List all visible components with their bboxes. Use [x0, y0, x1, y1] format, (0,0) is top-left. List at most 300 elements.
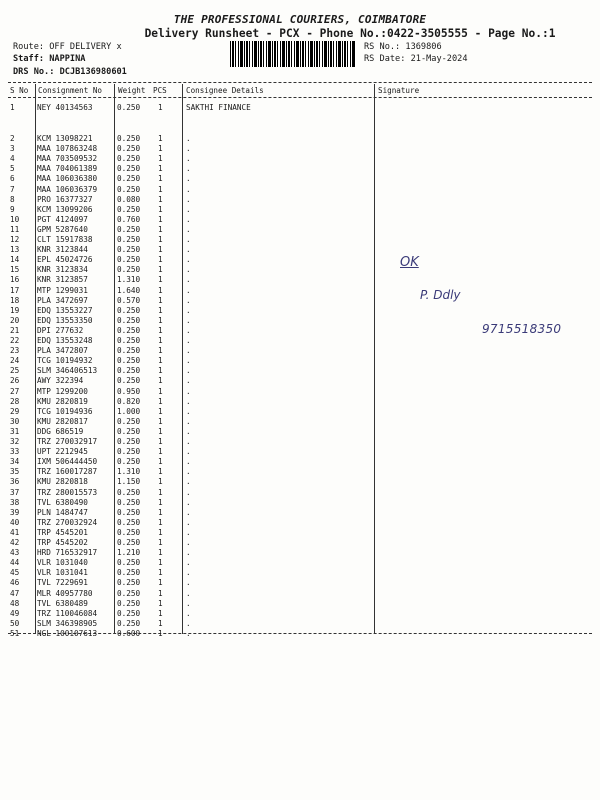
- company-name: THE PROFESSIONAL COURIERS, COIMBATORE: [173, 13, 427, 26]
- row-serial-number: 37: [10, 487, 20, 497]
- table-row: [0, 134, 600, 144]
- row-weight: 0.250: [117, 588, 141, 598]
- row-consignee-details: .: [186, 174, 191, 184]
- row-consignee-details: .: [186, 457, 191, 467]
- table-row: [0, 558, 600, 568]
- row-serial-number: 15: [10, 265, 20, 275]
- row-consignee-details: .: [186, 527, 191, 537]
- row-pieces: 1: [158, 416, 163, 426]
- row-serial-number: 34: [10, 457, 20, 467]
- row-consignee-details: .: [186, 558, 191, 568]
- row-serial-number: 42: [10, 538, 20, 547]
- row-consignment-number: TVL 6380489: [37, 598, 88, 608]
- row-pieces: 1: [158, 608, 163, 618]
- row-pieces: 1: [158, 628, 163, 638]
- row-consignee-details: .: [186, 406, 191, 416]
- table-row: [0, 407, 600, 417]
- row-weight: 0.250: [117, 184, 141, 194]
- route-line: [13, 42, 122, 52]
- row-weight: 1.150: [117, 477, 141, 487]
- row-consignee-details: .: [186, 487, 191, 497]
- row-weight: 0.250: [117, 224, 141, 234]
- row-consignee-details: .: [186, 336, 191, 345]
- row-pieces: 1: [158, 184, 163, 194]
- row-consignee-details: .: [186, 376, 191, 386]
- row-consignee-details: .: [186, 588, 191, 598]
- row-consignee-details: .: [186, 497, 191, 507]
- table-row: [0, 609, 600, 619]
- table-row: [0, 235, 600, 245]
- row-consignee-details: .: [186, 245, 191, 255]
- row-serial-number: 43: [10, 548, 20, 558]
- staff-line: [13, 54, 85, 64]
- row-consignee-details: .: [186, 134, 191, 143]
- row-serial-number: 21: [10, 325, 20, 335]
- row-pieces: 1: [158, 336, 163, 345]
- row-serial-number: 18: [10, 295, 20, 305]
- row-weight: 1.640: [117, 285, 141, 295]
- row-consignment-number: MAA 107863248: [37, 144, 98, 154]
- table-row: [0, 589, 600, 599]
- row-pieces: 1: [158, 204, 163, 214]
- row-weight: 0.250: [117, 103, 141, 112]
- row-weight: 0.250: [117, 618, 141, 628]
- row-consignee-details: .: [186, 538, 191, 547]
- row-weight: 0.080: [117, 194, 141, 204]
- handwritten-signature: P. Ddly: [420, 288, 461, 302]
- rs-date-line: [364, 54, 468, 64]
- row-serial-number: 8: [10, 194, 15, 204]
- table-row: [0, 548, 600, 558]
- table-row: [0, 185, 600, 195]
- row-pieces: 1: [158, 285, 163, 295]
- row-consignment-number: MTP 1299200: [37, 386, 88, 396]
- table-row: [0, 508, 600, 518]
- column-header-sno: S No: [10, 86, 29, 95]
- row-consignment-number: KNR 3123834: [37, 265, 88, 275]
- row-consignee-details: .: [186, 305, 191, 315]
- row-weight: 0.950: [117, 386, 141, 396]
- table-row: [0, 518, 600, 528]
- row-weight: 0.570: [117, 295, 141, 305]
- row-consignee-details: .: [186, 366, 191, 376]
- row-serial-number: 46: [10, 578, 20, 588]
- table-row: [0, 275, 600, 285]
- row-consignee-details: .: [186, 275, 191, 285]
- row-consignment-number: MAA 703509532: [37, 154, 98, 164]
- column-header-signature: Signature: [378, 86, 420, 95]
- table-row: [0, 467, 600, 477]
- table-row: [0, 306, 600, 316]
- column-header-weight: Weight: [118, 86, 146, 95]
- table-row: [0, 265, 600, 275]
- row-serial-number: 10: [10, 214, 20, 224]
- row-consignment-number: MLR 40957780: [37, 588, 93, 598]
- row-consignee-details: .: [186, 447, 191, 457]
- header-top-rule: [8, 82, 592, 83]
- row-serial-number: 20: [10, 315, 20, 325]
- table-row: [0, 376, 600, 386]
- row-weight: 0.250: [117, 507, 141, 517]
- row-pieces: 1: [158, 224, 163, 234]
- row-serial-number: 22: [10, 336, 20, 345]
- row-consignment-number: KMU 2820817: [37, 416, 88, 426]
- row-weight: 0.250: [117, 336, 141, 345]
- row-weight: 0.250: [117, 437, 141, 446]
- table-row: [0, 477, 600, 487]
- column-header-consignee: Consignee Details: [186, 86, 264, 95]
- row-consignment-number: DPI 277632: [37, 325, 84, 335]
- table-row: [0, 437, 600, 447]
- table-row: [0, 174, 600, 184]
- row-weight: 0.250: [117, 366, 141, 376]
- table-row: [0, 387, 600, 397]
- table-row: [0, 568, 600, 578]
- row-pieces: 1: [158, 467, 163, 477]
- row-consignment-number: TRZ 270032917: [37, 437, 98, 446]
- row-pieces: 1: [158, 507, 163, 517]
- row-serial-number: 39: [10, 507, 20, 517]
- row-consignment-number: HRD 716532917: [37, 548, 98, 558]
- row-consignee-details: .: [186, 517, 191, 527]
- row-consignee-details: .: [186, 194, 191, 204]
- row-weight: 0.250: [117, 235, 141, 244]
- row-consignee-details: .: [186, 507, 191, 517]
- table-row: [0, 498, 600, 508]
- row-consignment-number: GPM 5287640: [37, 224, 88, 234]
- column-header-pcs: PCS: [153, 86, 167, 95]
- table-row: [0, 205, 600, 215]
- table-row: [0, 397, 600, 407]
- row-serial-number: 12: [10, 235, 20, 244]
- row-consignment-number: VLR 1031041: [37, 568, 88, 578]
- table-row: [0, 144, 600, 154]
- table-row: [0, 366, 600, 376]
- table-row: [0, 528, 600, 538]
- barcode-image: [230, 41, 356, 67]
- rs-number-value: 1369806: [405, 42, 442, 52]
- table-row: [0, 629, 600, 639]
- row-consignment-number: KCM 13098221: [37, 134, 93, 143]
- row-pieces: 1: [158, 538, 163, 547]
- row-consignee-details: .: [186, 164, 191, 174]
- row-serial-number: 41: [10, 527, 20, 537]
- row-serial-number: 25: [10, 366, 20, 376]
- row-consignment-number: EDQ 13553248: [37, 336, 93, 345]
- row-consignment-number: NEY 40134563: [37, 103, 93, 112]
- row-serial-number: 33: [10, 447, 20, 457]
- row-serial-number: 26: [10, 376, 20, 386]
- row-consignment-number: NGL 100107613: [37, 628, 98, 638]
- row-serial-number: 40: [10, 517, 20, 527]
- row-weight: 0.250: [117, 598, 141, 608]
- row-pieces: 1: [158, 315, 163, 325]
- row-serial-number: 3: [10, 144, 15, 154]
- row-pieces: 1: [158, 527, 163, 537]
- row-consignee-details: .: [186, 144, 191, 154]
- route-label: Route:: [13, 42, 45, 52]
- rs-number-label: RS No.:: [364, 42, 401, 52]
- row-weight: 0.250: [117, 265, 141, 275]
- row-pieces: 1: [158, 618, 163, 628]
- table-row: [0, 225, 600, 235]
- row-pieces: 1: [158, 517, 163, 527]
- row-consignment-number: KMU 2820819: [37, 396, 88, 406]
- row-weight: 0.250: [117, 315, 141, 325]
- row-weight: 1.310: [117, 275, 141, 285]
- row-serial-number: 32: [10, 437, 20, 446]
- row-pieces: 1: [158, 598, 163, 608]
- row-weight: 0.250: [117, 426, 141, 436]
- row-consignment-number: CLT 15917838: [37, 235, 93, 244]
- row-weight: 0.250: [117, 517, 141, 527]
- row-consignee-details: .: [186, 548, 191, 558]
- row-consignment-number: AWY 322394: [37, 376, 84, 386]
- row-consignment-number: TRZ 110046084: [37, 608, 98, 618]
- rs-date-value: 21-May-2024: [410, 54, 468, 64]
- row-serial-number: 47: [10, 588, 20, 598]
- row-weight: 0.760: [117, 214, 141, 224]
- row-consignee-details: .: [186, 346, 191, 356]
- row-weight: 0.250: [117, 305, 141, 315]
- row-weight: 0.250: [117, 346, 141, 356]
- row-weight: 0.250: [117, 174, 141, 184]
- drs-value: DCJB136980601: [59, 67, 127, 77]
- row-weight: 0.250: [117, 416, 141, 426]
- row-pieces: 1: [158, 558, 163, 568]
- row-serial-number: 7: [10, 184, 15, 194]
- row-weight: 0.820: [117, 396, 141, 406]
- row-pieces: 1: [158, 477, 163, 487]
- row-pieces: 1: [158, 457, 163, 467]
- row-pieces: 1: [158, 154, 163, 164]
- row-consignment-number: TRZ 270032924: [37, 517, 98, 527]
- row-consignment-number: TCG 10194932: [37, 356, 93, 366]
- row-consignment-number: MTP 1299031: [37, 285, 88, 295]
- row-weight: 0.250: [117, 154, 141, 164]
- row-serial-number: 38: [10, 497, 20, 507]
- row-weight: 0.250: [117, 487, 141, 497]
- staff-label: Staff:: [13, 54, 45, 64]
- row-consignment-number: KNR 3123844: [37, 245, 88, 255]
- row-pieces: 1: [158, 295, 163, 305]
- row-consignment-number: EDQ 13553350: [37, 315, 93, 325]
- row-consignee-details: .: [186, 265, 191, 275]
- row-pieces: 1: [158, 174, 163, 184]
- row-consignment-number: TRP 4545202: [37, 538, 88, 547]
- row-serial-number: 35: [10, 467, 20, 477]
- row-serial-number: 11: [10, 224, 20, 234]
- table-row: [0, 356, 600, 366]
- table-row: [0, 417, 600, 427]
- row-weight: 0.250: [117, 538, 141, 547]
- column-header-consignment: Consignment No: [38, 86, 103, 95]
- row-weight: 0.250: [117, 558, 141, 568]
- row-weight: 0.250: [117, 497, 141, 507]
- row-consignment-number: UPT 2212945: [37, 447, 88, 457]
- row-pieces: 1: [158, 134, 163, 143]
- staff-value: NAPPINA: [49, 54, 86, 64]
- row-weight: 1.310: [117, 467, 141, 477]
- row-consignee-details: .: [186, 426, 191, 436]
- row-serial-number: 50: [10, 618, 20, 628]
- row-consignee-details: .: [186, 204, 191, 214]
- row-consignment-number: MAA 106036380: [37, 174, 98, 184]
- row-consignment-number: TRP 4545201: [37, 527, 88, 537]
- row-consignee-details: .: [186, 285, 191, 295]
- row-pieces: 1: [158, 214, 163, 224]
- row-consignee-details: .: [186, 416, 191, 426]
- table-row: [0, 488, 600, 498]
- row-consignee-details: .: [186, 386, 191, 396]
- row-serial-number: 19: [10, 305, 20, 315]
- row-weight: 0.250: [117, 447, 141, 457]
- row-consignee-details: .: [186, 315, 191, 325]
- row-serial-number: 24: [10, 356, 20, 366]
- row-weight: 0.250: [117, 204, 141, 214]
- row-weight: 0.250: [117, 457, 141, 467]
- row-serial-number: 9: [10, 204, 15, 214]
- row-consignment-number: PLN 1484747: [37, 507, 88, 517]
- row-consignment-number: TRZ 160017287: [37, 467, 98, 477]
- row-consignment-number: PLA 3472697: [37, 295, 88, 305]
- row-serial-number: 49: [10, 608, 20, 618]
- row-consignee-details: .: [186, 356, 191, 366]
- row-pieces: 1: [158, 245, 163, 255]
- row-consignee-details: .: [186, 184, 191, 194]
- row-serial-number: 36: [10, 477, 20, 487]
- row-weight: 0.250: [117, 527, 141, 537]
- row-pieces: 1: [158, 366, 163, 376]
- row-serial-number: 2: [10, 134, 15, 143]
- row-consignment-number: SLM 346406513: [37, 366, 98, 376]
- row-pieces: 1: [158, 194, 163, 204]
- row-serial-number: 14: [10, 255, 20, 265]
- row-serial-number: 4: [10, 154, 15, 164]
- row-serial-number: 45: [10, 568, 20, 578]
- row-pieces: 1: [158, 588, 163, 598]
- row-consignment-number: KMU 2820818: [37, 477, 88, 487]
- row-consignee-details: SAKTHI FINANCE: [186, 103, 251, 112]
- row-consignee-details: .: [186, 618, 191, 628]
- row-consignment-number: TVL 6380490: [37, 497, 88, 507]
- rs-date-label: RS Date:: [364, 54, 406, 64]
- row-serial-number: 23: [10, 346, 20, 356]
- row-serial-number: 28: [10, 396, 20, 406]
- row-serial-number: 30: [10, 416, 20, 426]
- row-weight: 0.250: [117, 245, 141, 255]
- row-serial-number: 29: [10, 406, 20, 416]
- rs-number-line: [364, 42, 442, 52]
- row-consignee-details: .: [186, 598, 191, 608]
- row-pieces: 1: [158, 325, 163, 335]
- row-weight: 0.250: [117, 578, 141, 588]
- row-consignment-number: TCG 10194936: [37, 406, 93, 416]
- row-serial-number: 48: [10, 598, 20, 608]
- table-row: [0, 154, 600, 164]
- row-consignee-details: .: [186, 154, 191, 164]
- row-pieces: 1: [158, 144, 163, 154]
- table-row: [0, 457, 600, 467]
- row-consignee-details: .: [186, 295, 191, 305]
- row-pieces: 1: [158, 255, 163, 265]
- row-weight: 1.000: [117, 406, 141, 416]
- row-consignee-details: .: [186, 214, 191, 224]
- row-weight: 0.250: [117, 164, 141, 174]
- row-consignment-number: PRO 16377327: [37, 194, 93, 204]
- table-row: [0, 103, 600, 113]
- row-pieces: 1: [158, 356, 163, 366]
- row-serial-number: 17: [10, 285, 20, 295]
- table-row: [0, 164, 600, 174]
- row-serial-number: 31: [10, 426, 20, 436]
- table-row: [0, 215, 600, 225]
- row-weight: 0.250: [117, 568, 141, 578]
- row-consignee-details: .: [186, 578, 191, 588]
- table-row: [0, 336, 600, 346]
- table-row: [0, 296, 600, 306]
- row-pieces: 1: [158, 568, 163, 578]
- row-consignee-details: .: [186, 437, 191, 446]
- row-pieces: 1: [158, 487, 163, 497]
- row-weight: 0.250: [117, 144, 141, 154]
- drs-line: [13, 67, 127, 77]
- row-pieces: 1: [158, 235, 163, 244]
- row-pieces: 1: [158, 548, 163, 558]
- row-consignee-details: .: [186, 396, 191, 406]
- row-pieces: 1: [158, 275, 163, 285]
- row-consignment-number: EDQ 13553227: [37, 305, 93, 315]
- row-consignment-number: SLM 346398905: [37, 618, 98, 628]
- row-consignment-number: KCM 13099206: [37, 204, 93, 214]
- row-consignment-number: DDG 686519: [37, 426, 84, 436]
- table-row: [0, 286, 600, 296]
- row-pieces: 1: [158, 103, 163, 112]
- table-row: [0, 427, 600, 437]
- row-consignment-number: VLR 1031040: [37, 558, 88, 568]
- row-consignee-details: .: [186, 477, 191, 487]
- row-consignee-details: .: [186, 568, 191, 578]
- row-pieces: 1: [158, 386, 163, 396]
- route-value: OFF DELIVERY x: [49, 42, 122, 52]
- handwritten-phone: 9715518350: [482, 322, 562, 336]
- row-pieces: 1: [158, 396, 163, 406]
- header-bottom-rule: [8, 97, 592, 98]
- row-consignment-number: EPL 45024726: [37, 255, 93, 265]
- row-serial-number: 1: [10, 103, 15, 112]
- row-pieces: 1: [158, 265, 163, 275]
- row-consignee-details: .: [186, 628, 191, 638]
- row-consignee-details: .: [186, 235, 191, 244]
- table-row: [0, 195, 600, 205]
- row-pieces: 1: [158, 578, 163, 588]
- row-consignee-details: .: [186, 325, 191, 335]
- row-serial-number: 16: [10, 275, 20, 285]
- row-serial-number: 51: [10, 628, 20, 638]
- row-serial-number: 13: [10, 245, 20, 255]
- table-row: [0, 578, 600, 588]
- row-serial-number: 6: [10, 174, 15, 184]
- row-consignment-number: TVL 7229691: [37, 578, 88, 588]
- row-consignment-number: KNR 3123857: [37, 275, 88, 285]
- row-pieces: 1: [158, 447, 163, 457]
- row-weight: 0.250: [117, 255, 141, 265]
- runsheet-subtitle: Delivery Runsheet - PCX - Phone No.:0422-3505555 - Page No.:1: [144, 27, 556, 40]
- row-consignment-number: MAA 704061389: [37, 164, 98, 174]
- row-pieces: 1: [158, 164, 163, 174]
- row-consignee-details: .: [186, 467, 191, 477]
- row-weight: 0.250: [117, 325, 141, 335]
